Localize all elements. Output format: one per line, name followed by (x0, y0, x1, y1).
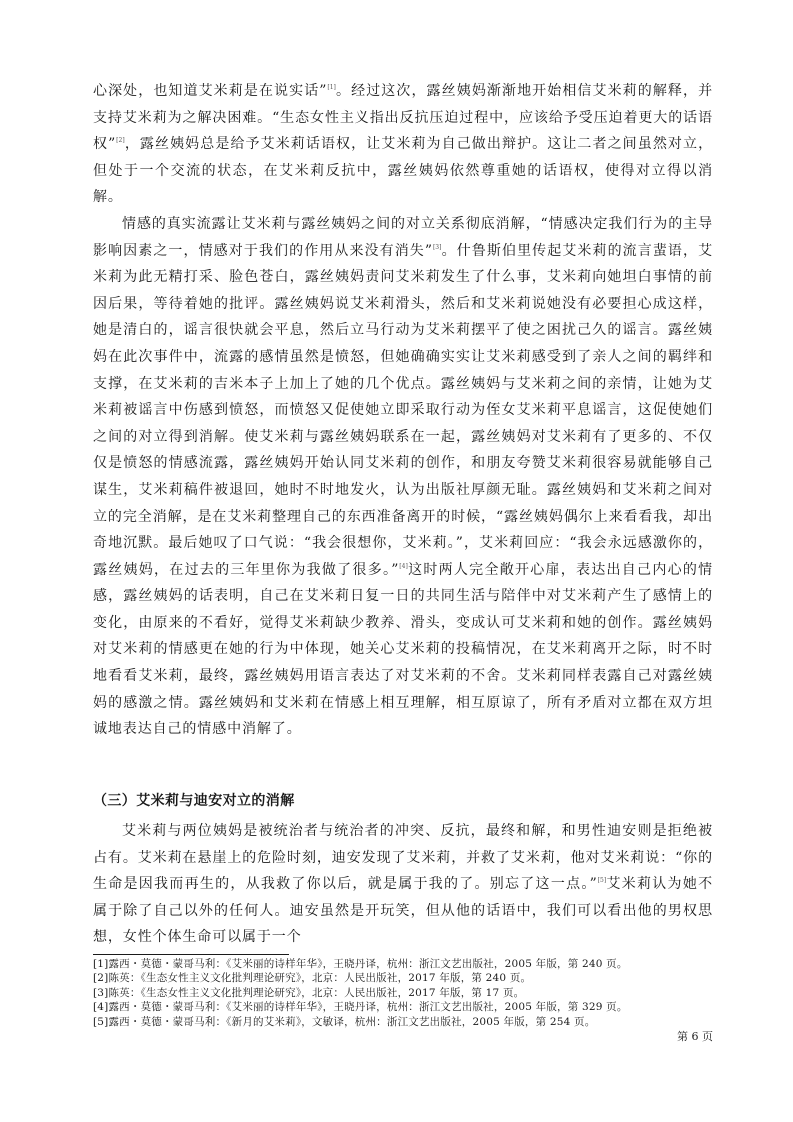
paragraph-text: 艾米莉认为她不属于除了自己以外的任何人。迪安虽然是开玩笑，但从他的话语中，我们可以看出他的男权思想，女性个体生命可以属于一个 (93, 876, 713, 946)
footnote-separator (93, 954, 289, 955)
paragraph-emotion (93, 211, 713, 743)
paragraph-continued (93, 78, 713, 211)
footnote-ref-5: [5] (597, 877, 607, 885)
section-heading: （三）艾米莉与迪安对立的消解 (93, 793, 295, 809)
footnote-item: [1]露西・莫德・蒙哥马利：《艾米丽的诗样年华》，王晓丹译，杭州：浙江文艺出版社，2005 年版，第 240 页。 (93, 958, 628, 970)
paragraph-text: 这时两人完全敞开心扉，表达出自己内心的情感，露丝姨妈的话表明，自己在艾米莉日复一日的共同生活与陪伴中对艾米莉产生了感情上的变化，由原来的不看好，觉得艾米莉缺少教养、滑头，变成认可艾米莉和她的创作。露丝姨妈对艾米莉的情感更在她的行为中体现，她关心艾米莉的投稿情况，在艾米莉离开之际，时不时地看看艾米莉，最终，露丝姨妈用语言表达了对艾米莉的不舍。艾米莉同样表露自己对露丝姨妈的感激之情。露丝姨妈和艾米莉在情感上相互理解，相互原谅了，所有矛盾对立都在双方坦诚地表达自己的情感中消解了。 (93, 561, 713, 738)
footnote-ref-2: [2] (116, 137, 125, 145)
body-text-lower (93, 818, 713, 951)
page-number: 第 6 页 (677, 1030, 713, 1043)
footnote-ref-1: [1] (327, 84, 336, 91)
footnotes (93, 957, 713, 1029)
footnote-item: [3]陈英：《生态女性主义文化批判理论研究》，北京：人民出版社，2017 年版，第 17 页。 (93, 986, 525, 999)
paragraph-text: 。什鲁斯伯里传起艾米莉的流言蜚语，艾米莉为此无精打采、脸色苍白，露丝姨妈责问艾米莉发生了什么事，艾米莉向她坦白事情的前因后果，等待着她的批评。露丝姨妈说艾米莉滑头，然后和艾米莉说她没有必要担心成这样，她是清白的，谣言很快就会平息，然后立马行动为艾米莉摆平了使之困扰己久的谣言。露丝姨妈在此次事件中，流露的感情虽然是愤怒，但她确确实实让艾米莉感受到了亲人之间的羁绊和支撑，在艾米莉的吉米本子上加上了她的几个优点。露丝姨妈与艾米莉之间的亲情，让她为艾米莉被谣言中伤感到愤怒，而愤怒又促使她立即采取行动为侄女艾米莉平息谣言，这促使她们之间的对立得到消解。使艾米莉与露丝姨妈联系在一起，露丝姨妈对艾米莉有了更多的、不仅仅是愤怒的情感流露，露丝姨妈开始认同艾米莉的创作，和朋友夸赞艾米莉很容易就能够自己谋生，艾米莉稿件被退回，她时不时地发火，认为出版社厚颜无耻。露丝姨妈和艾米莉之间对立的完全消解，是在艾米莉整理自己的东西准备离开的时候，“露丝姨妈偶尔上来看看我，却出奇地沉默。最后她叹了口气说：“我会很想你，艾米莉。”，艾米莉回应：“我会永远感激你的，露丝姨妈，在过去的三年里你为我做了很多。” (93, 242, 713, 578)
footnote-ref-3: [3] (432, 243, 442, 251)
footnote-item: [4]露西・莫德・蒙哥马利：《艾米丽的诗样年华》，王晓丹译，杭州：浙江文艺出版社，2005 年版，第 329 页。 (93, 1001, 628, 1014)
paragraph-text: 。经过这次，露丝姨妈渐渐地开始相信艾米莉的解释，并支持艾米莉为之解决困难。“生态女性主义指出反抗压迫过程中，应该给予受压迫着更大的话语权” (93, 83, 714, 153)
footnote-item: [5]露西・莫德・蒙哥马利：《新月的艾米莉》，文敏译，杭州：浙江文艺出版社，2005 年版，第 254 页。 (93, 1015, 596, 1028)
paragraph-text: 心深处，也知道艾米莉是在说实话” (93, 83, 328, 99)
footnote-item: [2]陈英：《生态女性主义文化批判理论研究》，北京：人民出版社，2017 年版，第 240 页。 (93, 972, 532, 985)
paragraph-text: 艾米莉与两位姨妈是被统治者与统治者的冲突、反抗，最终和解，和男性迪安则是拒绝被占有。艾米莉在悬崖上的危险时刻，迪安发现了艾米莉，并救了艾米莉，他对艾米莉说：“你的生命是因我而再生的，从我救了你以后，就是属于我的了。别忘了这一点。” (93, 823, 713, 893)
footnote-ref-4: [4] (399, 562, 408, 570)
paragraph-text: 情感的真实流露让艾米莉与露丝姨妈之间的对立关系彻底消解，“情感决定我们行为的主导影响因素之一，情感对于我们的作用从来没有消失” (93, 215, 713, 259)
paragraph-text: ，露丝姨妈总是给予艾米莉话语权，让艾米莉为自己做出辩护。这让二者之间虽然对立，但处于一个交流的状态，在艾米莉反抗中，露丝姨妈依然尊重她的话语权，使得对立得以消解。 (93, 136, 713, 206)
paragraph-dean (93, 818, 713, 951)
body-text-upper (93, 78, 713, 743)
